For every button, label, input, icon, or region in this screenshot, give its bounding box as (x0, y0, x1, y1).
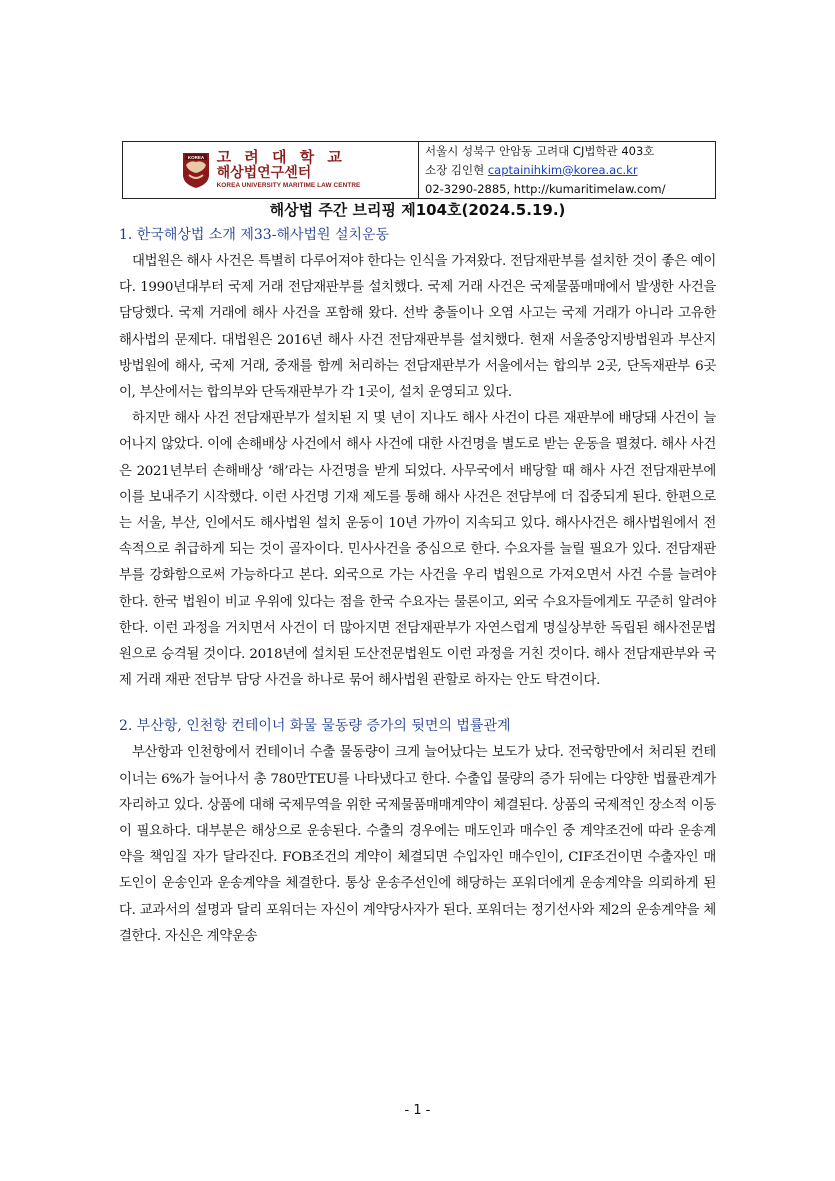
paragraph: 대법원은 해사 사건은 특별히 다루어져야 한다는 인식을 가져왔다. 전담재판부를 설치한 것이 좋은 예이다. 1990년대부터 국제 거래 전담재판부를 설치했다. 국제 거래 사건은 국제물품매매에서 발생한 사건을 담당했다. 국제 거래에 해사 사건을 포함해 왔다. 선박 충돌이나 오염 사고는 국제 거래가 아니라 고유한 해사법의 문제다. 대법원은 2016년 해사 사건 전담재판부를 설치했다. 현재 서울중앙지방법원과 부산지방법원에 해사, 국제 거래, 중재를 함께 처리하는 전담재판부가 서울에서는 합의부 2곳, 단독재판부 6곳이, 부산에서는 합의부와 단독재판부가 각 1곳이, 설치 운영되고 있다. (119, 254, 716, 401)
briefing-title: 해상법 주간 브리핑 제104호(2024.5.19.) (269, 201, 566, 219)
logo-text (217, 150, 361, 189)
center-name-english: KOREA UNIVERSITY MARITIME LAW CENTRE (216, 182, 361, 190)
address-line: 서울시 성북구 안암동 고려대 CJ법학관 403호 (425, 143, 655, 158)
section-spacer (119, 694, 716, 713)
center-logo (181, 150, 361, 189)
document-body (119, 222, 716, 950)
section-heading: 2. 부산항, 인천항 컨테이너 화물 물동량 증가의 뒷면의 법률관계 (119, 718, 511, 735)
phone-web-line: 02-3290-2885, http://kumaritimelaw.com/ (425, 181, 666, 196)
email-link[interactable]: captainihkim@korea.ac.kr (487, 162, 638, 177)
logo-cell (123, 142, 419, 198)
contact-info (419, 142, 715, 198)
header-box (122, 141, 716, 199)
university-name: 고 려 대 학 교 (216, 148, 346, 167)
section-heading: 1. 한국해상법 소개 제33-해사법원 설치운동 (119, 227, 390, 243)
paragraph: 하지만 해사 사건 전담재판부가 설치된 지 몇 년이 지나도 해사 사건이 다른 재판부에 배당돼 사건이 늘어나지 않았다. 이에 손해배상 사건에서 해사 사건에 대한 사건명을 별도로 받는 운동을 펼쳤다. 해사 사건은 2021년부터 손해배상 ‘해’라는 사건명을 받게 되었다. 사무국에서 배당할 때 해사 사건 전담재판부에 이를 보내주기 시작했다. 이런 사건명 기재 제도를 통해 해사 사건은 전담부에 더 집중되게 된다. 한편으로는 서울, 부산, 인에서도 해사법원 설치 운동이 10년 가까이 지속되고 있다. 해사사건은 해사법원에서 전속적으로 취급하게 되는 것이 골자이다. 민사사건을 중심으로 한다. 수요자를 늘릴 필요가 있다. 전담재판부를 강화함으로써 가능하다고 본다. 외국으로 가는 사건을 우리 법원으로 가져오면서 사건 수를 늘려야 한다. 한국 법원이 비교 우위에 있다는 점을 한국 수요자는 물론이고, 외국 수요자들에게도 꾸준히 알려야 한다. 이런 과정을 거치면서 사건이 더 많아지면 전담재판부가 자연스럽게 명실상부한 독립된 해사전문법원으로 승격될 것이다. 2018년에 설치된 도산전문법원도 이런 과정을 거친 것이다. 해사 전담재판부와 국제 거래 재판 전담부 담당 사건을 하나로 묶어 해사법원 관할로 하자는 안도 탁견이다. (119, 411, 716, 689)
director-line (425, 161, 709, 180)
emblem-label: KOREA (187, 155, 204, 160)
tiger-emblem-icon (181, 151, 211, 189)
page-number: - 1 - (404, 1103, 431, 1118)
director-name: 소장 김인현 (425, 162, 485, 177)
center-name: 해상법연구센터 (216, 165, 312, 182)
paragraph: 부산항과 인천항에서 컨테이너 수출 물동량이 크게 늘어났다는 보도가 났다. 전국항만에서 처리된 컨테이너는 6%가 늘어나서 총 780만TEU를 나타냈다고 한다. 수출입 물량의 증가 뒤에는 다양한 법률관계가 자리하고 있다. 상품에 대해 국제무역을 위한 국제물품매매계약이 체결된다. 상품의 국제적인 장소적 이동이 필요하다. 대부분은 해상으로 운송된다. 수출의 경우에는 매도인과 매수인 중 계약조건에 따라 운송계약을 책임질 자가 달라진다. FOB조건의 계약이 체결되면 수입자인 매수인이, CIF조건이면 수출자인 매도인이 운송인과 운송계약을 체결한다. 통상 운송주선인에 해당하는 포워더에게 운송계약을 의뢰하게 된다. 교과서의 설명과 달리 포워더는 자신이 계약당사자가 된다. 포워더는 정기선사와 제2의 운송계약을 체결한다. 자신은 계약운송 (119, 745, 716, 944)
